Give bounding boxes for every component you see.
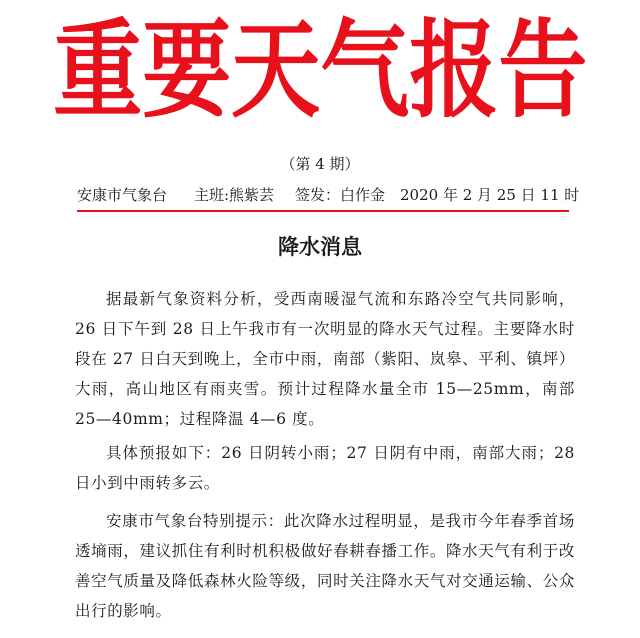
duty-forecaster: 主班:熊紫芸 (194, 186, 275, 204)
paragraph-notice: 安康市气象台特别提示：此次降水过程明显，是我市今年春季首场透墒雨，建议抓住有利时机积极做好春耕春播工作。降水天气有利于改善空气质量及降低森林火险等级，同时关注降水天气对交通运输、公众出行的影响。 (75, 512, 575, 620)
paragraph-analysis: 据最新气象资料分析，受西南暖湿气流和东路冷空气共同影响，26 日下午到 28 日上午我市有一次明显的降水天气过程。主要降水时段在 27 日白天到晚上，全市中雨，南部（紫阳、岚皋、平利、镇坪）大雨，高山地区有雨夹雪。预计过程降水量全市 15—25mm，南部 25—40mm；过程降温 4—6 度。 (75, 290, 575, 428)
issue-date: 2020 年 2 月 25 日 11 时 (400, 186, 580, 204)
issue-number: （第 4 期） (280, 155, 360, 173)
issuer: 签发：白作金 (295, 186, 386, 204)
header-divider (77, 210, 569, 212)
issuing-organization: 安康市气象台 (77, 186, 168, 204)
sign-line (77, 183, 580, 207)
report-masthead: 重要天气报告 (53, 7, 588, 132)
paragraph-forecast: 具体预报如下：26 日阴转小雨；27 日阴有中雨，南部大雨；28 日小到中雨转多云。 (75, 444, 575, 492)
report-title: 降水消息 (278, 235, 362, 259)
